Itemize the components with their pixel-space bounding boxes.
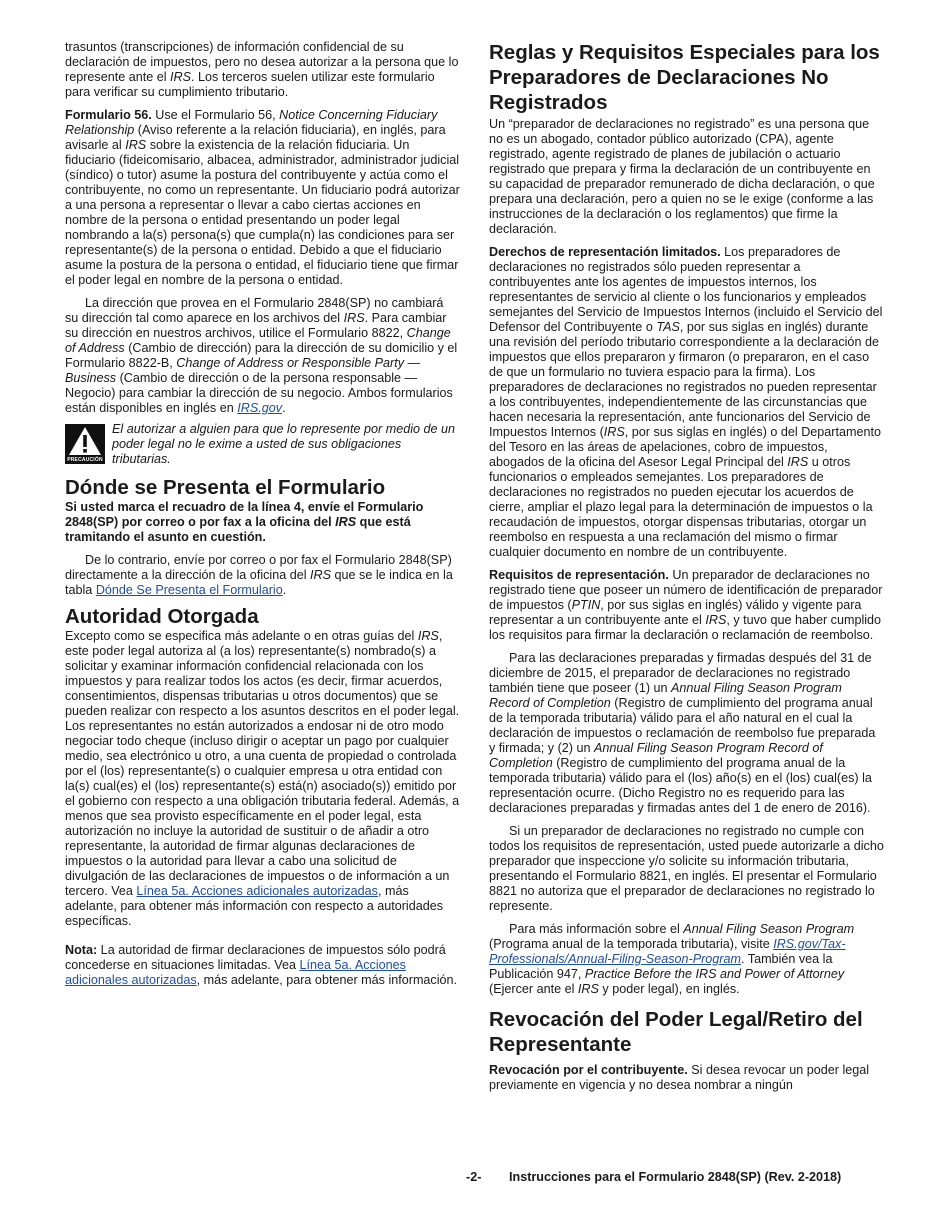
left-column <box>65 40 460 988</box>
paragraph-nota: Nota: La autoridad de firmar declaraciones de impuestos sólo podrá concederse en situaciones limitadas. Vea Línea 5a. Acciones adicionales autorizadas, más adelante, para obtener más información. <box>65 943 458 987</box>
paragraph-linea-4: Si usted marca el recuadro de la línea 4, envíe el Formulario 2848(SP) por correo o por fax a la oficina del IRS que está tramitando el asunto en cuestión. <box>65 500 424 544</box>
paragraph-derechos-representacion: Derechos de representación limitados. Los preparadores de declaraciones no registrados sólo pueden representar a contribuyentes ante los agentes de impuestos internos, los representantes de servicio al cliente o los funcionarios y empleados semejantes del Servicio de Impuestos Internos (incluido el Servicio del Defensor del Contribuyente o TAS, por sus siglas en inglés) durante una revisión del período tributario correspondiente a la declaración de impuestos que ellos prepararon y firmaron (o prepararon, en el caso de que un formulario no tuviera espacio para la firma). Los preparadores de declaraciones no registrados no pueden representar a los contribuyentes, independientemente de las circunstancias que hacen necesaria la representación, ante funcionarios del Servicio de Impuestos Internos (IRS, por sus siglas en inglés) o del Departamento del Tesoro en las áreas de apelaciones, cobro de impuestos, abogados de la oficina del Asesor Legal Principal del IRS u otros funcionarios o empleados semejantes. Los preparadores de declaraciones no registrados no pueden ejecutar los acuerdos de cierre, ampliar el plazo legal para la determinación de impuestos o la recaudación de impuestos, otorgar dispensas tributarias, otorgar un reembolso en respuesta a una reclamación del mismo o firmar cualquier documento en nombre de un contribuyente. <box>489 245 883 559</box>
heading-donde-presenta: Dónde se Presenta el Formulario <box>65 476 386 499</box>
paragraph-direccion: La dirección que provea en el Formulario 2848(SP) no cambiará su dirección tal como aparece en los archivos del IRS. Para cambiar su dirección en nuestros archivos, utilice el Formulario 8822, Change of Address (Cambio de dirección) para la dirección de su domicilio y el Formulario 8822-B, Change of Address or Responsible Party — Business (Cambio de dirección o de la persona responsable —Negocio) para cambiar la dirección de su negocio. Ambos formularios están disponibles en inglés en IRS.gov. <box>65 296 458 415</box>
paragraph-declaraciones-2015: Para las declaraciones preparadas y firmadas después del 31 de diciembre de 2015, el preparador de declaraciones no registrado también tiene que poseer (1) un Annual Filing Season Program Record of Completion (Registro de cumplimiento del programa anual de la temporada tributaria) válido para el año natural en el cual la declaración de impuestos o reclamación de reembolso fue preparada y firmada; y (2) un Annual Filing Season Program Record of Completion (Registro de cumplimiento del programa anual de la temporada tributaria) válido para el (los) año(s) en el (los) cual(es) la representación ocurre. (Dicho Registro no es requerido para las declaraciones preparadas y firmadas antes del 1 de enero de 2016). <box>489 651 876 815</box>
heading-autoridad-otorgada: Autoridad Otorgada <box>65 605 259 628</box>
caution-text: El autorizar a alguien para que lo represente por medio de un poder legal no le exime a usted de sus obligaciones tributarias. <box>112 422 456 466</box>
lead-formulario-56: Formulario 56. <box>65 108 152 122</box>
heading-revocacion: Revocación del Poder Legal/Retiro del Representante <box>489 1008 863 1056</box>
paragraph-de-lo-contrario: De lo contrario, envíe por correo o por fax el Formulario 2848(SP) directamente a la dirección de la oficina del IRS que se le indica en la tabla Dónde Se Presenta el Formulario. <box>65 553 453 597</box>
annual-filing-season-link[interactable]: IRS.gov/Tax-Professionals/Annual-Filing-Season-Program <box>489 937 846 966</box>
paragraph-revocacion-contribuyente: Revocación por el contribuyente. Si desea revocar un poder legal previamente en vigencia y no desea nombrar a ningún <box>489 1063 870 1092</box>
donde-presenta-link[interactable]: Dónde Se Presenta el Formulario <box>95 583 283 597</box>
caution-icon: PRECAUCIÓN <box>65 424 105 464</box>
irs-gov-link[interactable]: IRS.gov <box>237 401 283 415</box>
paragraph-formulario-8821: Si un preparador de declaraciones no registrado no cumple con todos los requisitos de representación, usted puede autorizarle a dicho preparador que inspeccione y/o solicite su información tributaria, presentando el Formulario 8821, en inglés. El presentar el Formulario 8821 no autoriza que el preparador de declaraciones no registrado lo represente. <box>489 824 884 913</box>
paragraph-formulario-56: Formulario 56. Use el Formulario 56, Notice Concerning Fiduciary Relationship (Aviso referente a la relación fiduciaria), en inglés, para avisarle al IRS sobre la existencia de la relación fiduciaria. Un fiduciario (fideicomisario, albacea, administrador, administrador judicial (síndico) o tutor) asume la postura del contribuyente y actúa como el contribuyente, no como un representante. Un fiduciario podrá autorizar a una persona a representar o llevar a cabo ciertas acciones en nombre de la persona o entidad presentando un poder legal nombrando a la(s) persona(s) que cumpla(n) las condiciones para ser representante(s) de la persona o entidad. Debido a que el fiduciario asume la postura de la persona o entidad, el fiduciario tiene que firmar el poder legal en nombre de la persona o entidad. <box>65 108 460 287</box>
footer-title: Instrucciones para el Formulario 2848(SP) (Rev. 2-2018) <box>509 1170 842 1184</box>
paragraph-requisitos-representacion: Requisitos de representación. Un preparador de declaraciones no registrado tiene que poseer un número de identificación de preparador de impuestos (PTIN, por sus siglas en inglés) válido y vigente para representar a un contribuyente ante el IRS, y tuvo que haber cumplido los requisitos para firmar la declaración o reclamación de reembolso. <box>489 568 883 642</box>
paragraph-mas-informacion: Para más información sobre el Annual Filing Season Program (Programa anual de la temporada tributaria), visite IRS.gov/Tax-Professionals/Annual-Filing-Season-Program. También vea la Publicación 947, Practice Before the IRS and Power of Attorney (Ejercer ante el IRS y poder legal), en inglés. <box>489 922 855 996</box>
page-number: -2- <box>466 1170 482 1184</box>
paragraph-preparador-definicion: Un “preparador de declaraciones no registrado” es una persona que no es un abogado, contador público autorizado (CPA), agente registrado, agente registrado de planes de jubilación o actuario registrado que prepara y firma la declaración de un contribuyente en su capacidad de preparador remunerado de dicha declaración, o que prepara una declaración, pero a quien no se le exige (conforme a las instrucciones de la declaración o los reglamentos) que firme la declaración. <box>489 117 875 236</box>
right-column <box>489 40 885 1093</box>
paragraph-autoridad: Excepto como se especifica más adelante o en otras guías del IRS, este poder legal autoriza al (a los) representante(s) nombrado(s) a solicitar y examinar información confidencial relacionada con los impuestos y para realizar todos los actos (es decir, firmar acuerdos, consentimientos, dispensas tributarias u otros documentos) que se pueden realizar con respecto a los asuntos descritos en el poder legal. Los representantes no están autorizados a endosar ni de otro modo negociar todo cheque (incluso dirigir o aceptar un pago por cualquier medio, sea electrónico u otro, a una cuenta de propiedad o controlada por el (los) representante(s) o cualquier empresa u otra entidad con la(s) cual(es) el (los) representante(s) está(n) asociado(s)) emitido por el gobierno con respecto a una obligación tributaria federal. Además, a menos que sea provisto específicamente en el poder legal, esta autorización no incluye la autoridad de sustituir o de añadir a otro representante, la autoridad de firmar algunas declaraciones de impuestos o la autoridad para llevar a cabo una solicitud de divulgación de las declaraciones de impuestos o de información a un tercero. Vea Línea 5a. Acciones adicionales autorizadas, más adelante, para obtener más información con respecto a autoridades específicas. <box>65 629 460 928</box>
caution-note <box>65 422 460 467</box>
heading-reglas-requisitos: Reglas y Requisitos Especiales para los Preparadores de Declaraciones No Registrados <box>489 41 880 114</box>
linea-5a-link-2[interactable]: Línea 5a. Acciones adicionales autorizadas <box>65 958 406 987</box>
linea-5a-link[interactable]: Línea 5a. Acciones adicionales autorizadas <box>136 884 378 898</box>
paragraph-trasuntos: trasuntos (transcripciones) de información confidencial de su declaración de impuestos, pero no desea autorizar a la persona que lo represente ante el IRS. Los terceros suelen utilizar este formulario para verificar su cumplimiento tributario. <box>65 40 459 99</box>
